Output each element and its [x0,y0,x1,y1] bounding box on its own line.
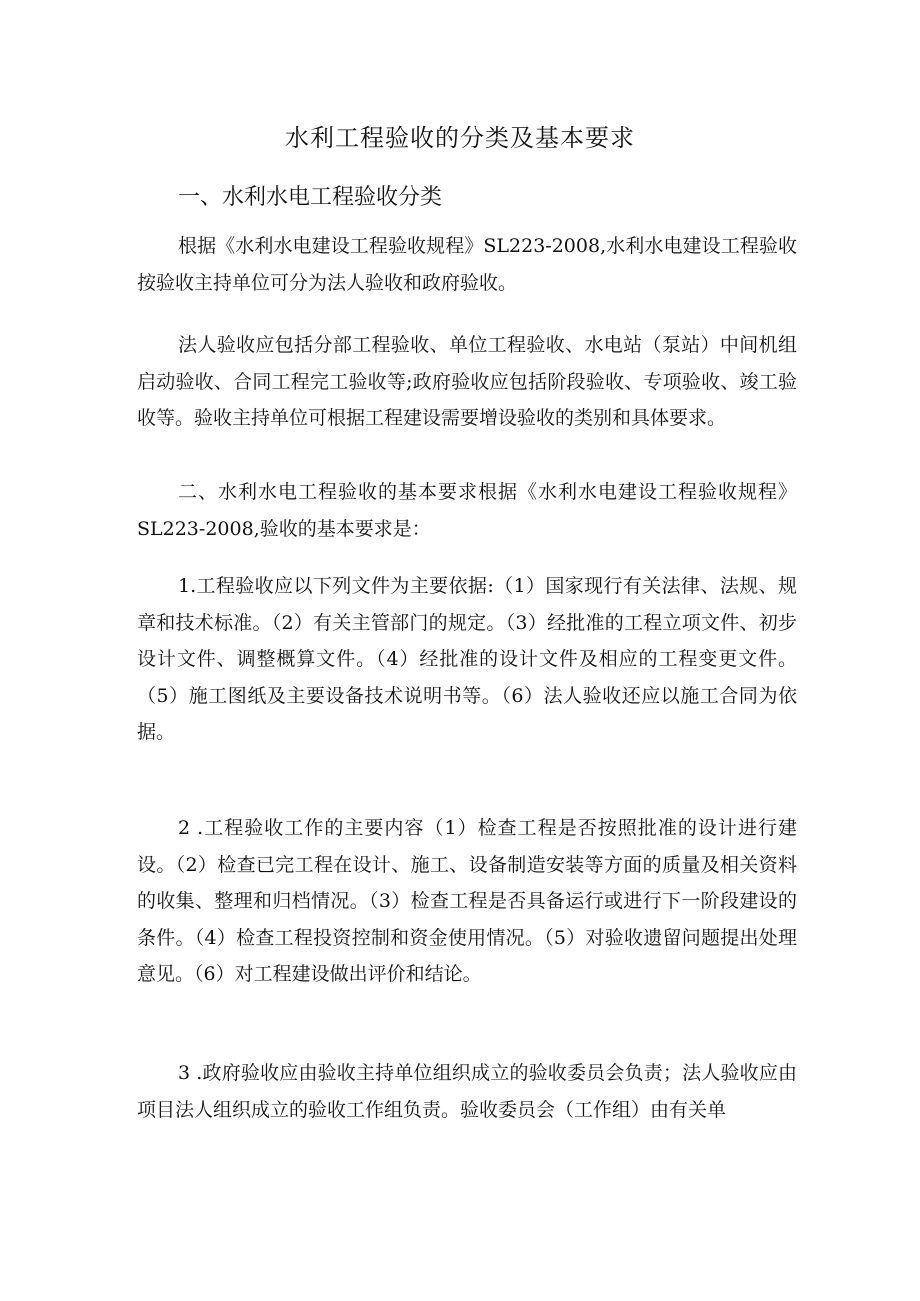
section-heading-classification: 一、水利水电工程验收分类 [178,185,443,210]
paragraph: 3 .政府验收应由验收主持单位组织成立的验收委员会负责；法人验收应由项目法人组织成立的验收工作组负责。验收委员会（工作组）由有关单 [137,1062,797,1121]
paragraph: 根据《水利水电建设工程验收规程》SL223-2008,水利水电建设工程验收按验收主持单位可分为法人验收和政府验收。 [137,235,797,294]
document-title: 水利工程验收的分类及基本要求 [285,124,635,152]
paragraph: 1.工程验收应以下列文件为主要依据:（1）国家现行有关法律、法规、规章和技术标准。（2）有关主管部门的规定。（3）经批准的工程立项文件、初步设计文件、调整概算文件。（4）经批准的设计文件及相应的工程变更文件。（5）施工图纸及主要设备技术说明书等。（6）法人验收还应以施工合同为依据。 [137,575,797,743]
paragraph: 法人验收应包括分部工程验收、单位工程验收、水电站（泵站）中间机组启动验收、合同工程完工验收等;政府验收应包括阶段验收、专项验收、竣工验收等。验收主持单位可根据工程建设需要增设验收的类别和具体要求。 [137,334,797,429]
paragraph: 二、水利水电工程验收的基本要求根据《水利水电建设工程验收规程》SL223-2008,验收的基本要求是： [137,481,797,540]
paragraph: 2 .工程验收工作的主要内容（1）检查工程是否按照批准的设计进行建设。（2）检查已完工程在设计、施工、设备制造安装等方面的质量及相关资料的收集、整理和归档情况。（3）检查工程是否具备运行或进行下一阶段建设的条件。（4）检查工程投资控制和资金使用情况。（5）对验收遗留问题提出处理意见。（6）对工程建设做出评价和结论。 [137,817,797,985]
